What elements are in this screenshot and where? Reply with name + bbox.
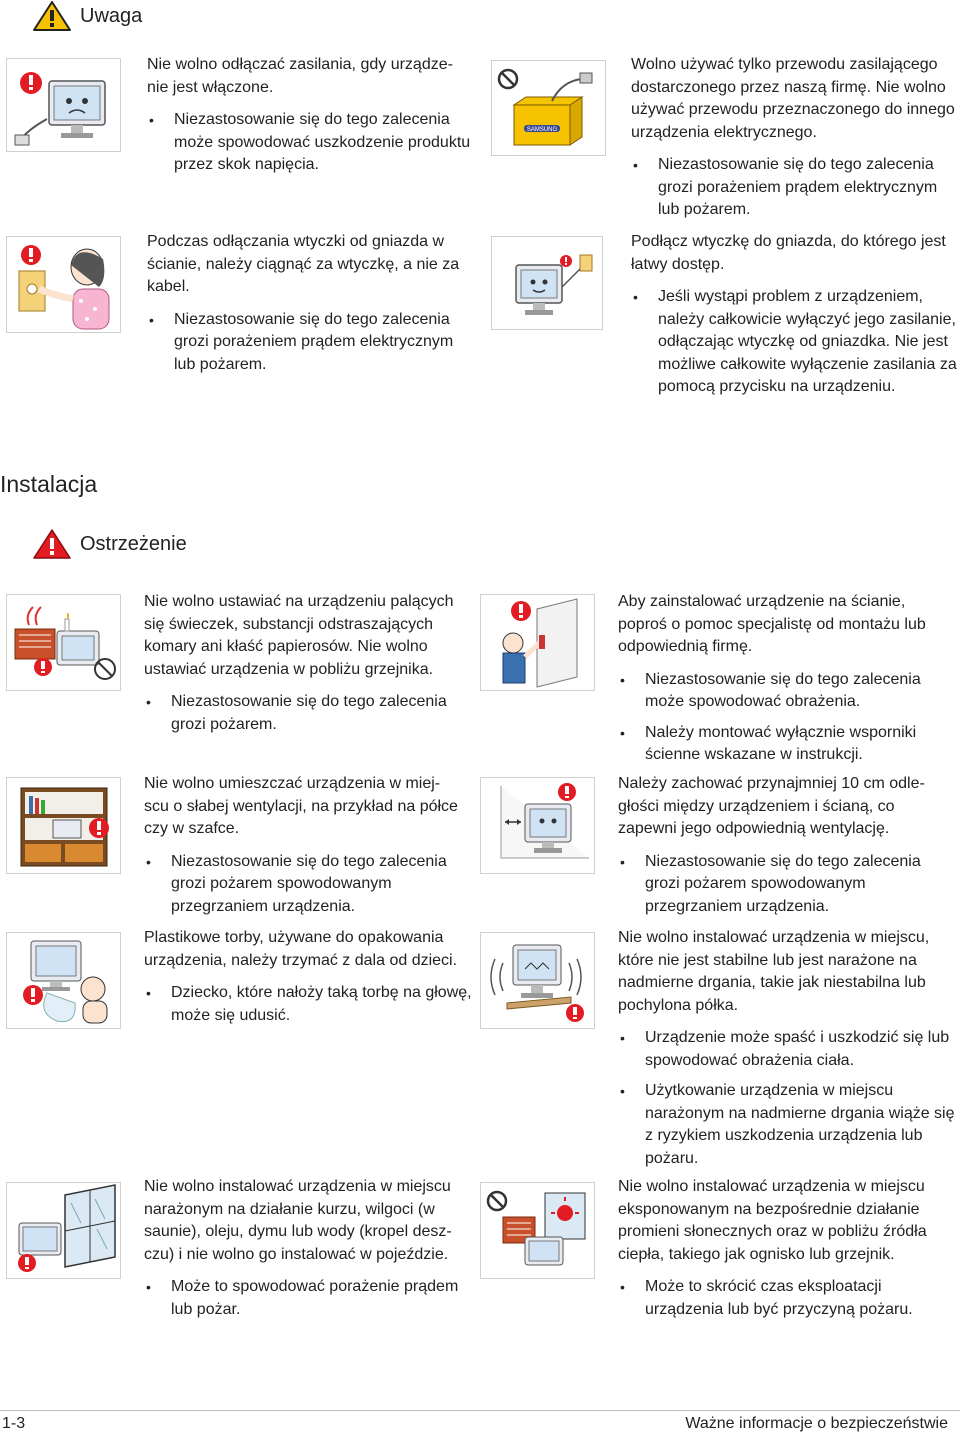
ostrzezenie-header: [32, 528, 187, 560]
bullet-item: • Dziecko, które nałoży taką torbę na głowę, może się udusić.: [144, 982, 474, 1027]
shelf-ventilation-warning-icon: [6, 777, 121, 874]
uwaga-item-2: [631, 54, 960, 230]
bullet-item: • Może to spowodować porażenie prądem lub pożar.: [144, 1276, 474, 1321]
item-text: Nie wolno instalować urządzenia w miejscu eksponowanym na bezpośrednie działanie promieni słonecznych oraz w pobliżu źródła ciepła, takiego jak ognisko lub grzejnik.: [618, 1178, 927, 1263]
instalacja-item-5: [144, 927, 474, 1035]
item-text: Należy zachować przynajmniej 10 cm odle- głości między urządzeniem i ścianą, co zapewni jego odpowiednią wentylację.: [618, 775, 925, 837]
uwaga-item-4: [631, 231, 960, 407]
uwaga-item-3: [147, 231, 477, 384]
item-text: Wolno używać tylko przewodu zasilającego dostarczonego przez naszą firmę. Nie wolno używać przewodu przeznaczonego do innego urządzenia elektrycznego.: [631, 56, 955, 141]
box-power-cord-prohibited-icon: [491, 60, 606, 156]
bullet-item: • Niezastosowanie się do tego zalecenia może spowodować obrażenia.: [618, 669, 956, 714]
item-bullets: [147, 309, 477, 377]
dust-moisture-window-warning-icon: [6, 1182, 121, 1279]
instalacja-item-6: [618, 927, 956, 1178]
bullet-item: • Użytkowanie urządzenia w miejscu narażonym na nadmierne drgania wiąże się z ryzykiem uszkodzenia urządzenia lub pożaru.: [618, 1080, 956, 1170]
instalacja-item-3: [144, 773, 474, 926]
warning-triangle-icon: [32, 528, 72, 560]
item-bullets: [144, 982, 474, 1027]
instalacja-item-7: [144, 1176, 474, 1329]
item-bullets: [618, 1276, 956, 1321]
wall-mount-installer-warning-icon: [480, 594, 595, 691]
child-plastic-bag-warning-icon: [6, 932, 121, 1029]
item-bullets: [631, 286, 960, 399]
item-text: Nie wolno ustawiać na urządzeniu palących się świeczek, substancji odstraszających komary ani kłaść papierosów. Nie wolno ustawiać urządzenia w pobliżu grzejnika.: [144, 593, 454, 678]
woman-unplug-warning-icon: [6, 236, 121, 333]
uwaga-header: [32, 0, 142, 32]
sunlight-heat-prohibited-icon: [480, 1182, 595, 1279]
unstable-vibration-warning-icon: [480, 932, 595, 1029]
item-text: Aby zainstalować urządzenie na ścianie, poproś o pomoc specjalistę od montażu lub odpowiednią firmę.: [618, 593, 926, 655]
item-text: Podłącz wtyczkę do gniazda, do którego jest łatwy dostęp.: [631, 233, 946, 273]
item-text: Nie wolno instalować urządzenia w miejscu narażonym na działanie kurzu, wilgoci (w saunie), oleju, dymu lub wody (kropel desz- czu) i nie wolno go instalować w pojeździe.: [144, 1178, 452, 1263]
candle-heater-warning-icon: [6, 594, 121, 691]
monitor-outlet-warning-icon: [491, 236, 603, 330]
footer-section-title: Ważne informacje o bezpieczeństwie: [685, 1415, 948, 1432]
item-text: Nie wolno umieszczać urządzenia w miej- scu o słabej wentylacji, na przykład na półce czy w szafce.: [144, 775, 458, 837]
monitor-unplug-warning-icon: [6, 58, 121, 152]
bullet-item: • Niezastosowanie się do tego zalecenia grozi porażeniem prądem elektrycznym lub pożarem.: [631, 154, 960, 222]
bullet-item: • Urządzenie może spaść i uszkodzić się lub spowodować obrażenia ciała.: [618, 1027, 956, 1072]
uwaga-item-1: [147, 54, 477, 185]
bullet-item: • Niezastosowanie się do tego zalecenia grozi pożarem spowodowanym przegrzaniem urządzenia.: [618, 851, 956, 919]
bullet-item: • Niezastosowanie się do tego zalecenia grozi pożarem spowodowanym przegrzaniem urządzenia.: [144, 851, 474, 919]
item-bullets: [144, 851, 474, 919]
instalacja-item-1: [144, 591, 474, 744]
item-bullets: [144, 691, 474, 736]
ostrzezenie-title: Ostrzeżenie: [80, 532, 187, 555]
section-title: Instalacja: [0, 471, 98, 497]
instalacja-item-2: [618, 591, 956, 775]
item-bullets: [631, 154, 960, 222]
wall-distance-warning-icon: [480, 777, 595, 874]
item-text: Nie wolno odłączać zasilania, gdy urządze- nie jest włączone.: [147, 56, 453, 96]
item-bullets: [618, 1027, 956, 1170]
bullet-item: • Może to skrócić czas eksploatacji urządzenia lub być przyczyną pożaru.: [618, 1276, 956, 1321]
bullet-item: • Niezastosowanie się do tego zalecenia grozi pożarem.: [144, 691, 474, 736]
uwaga-title: Uwaga: [80, 4, 143, 27]
footer-divider: [0, 1410, 960, 1411]
bullet-item: • Niezastosowanie się do tego zalecenia może spowodować uszkodzenie produktu przez skok napięcia.: [147, 109, 477, 177]
instalacja-item-8: [618, 1176, 956, 1329]
bullet-item: • Należy montować wyłącznie wsporniki ścienne wskazane w instrukcji.: [618, 722, 956, 767]
item-bullets: [618, 851, 956, 919]
item-bullets: [147, 109, 477, 177]
instalacja-item-4: [618, 773, 956, 926]
item-bullets: [144, 1276, 474, 1321]
bullet-item: • Jeśli wystąpi problem z urządzeniem, należy całkowicie wyłączyć jego zasilanie, odłączając wtyczkę od gniazdka. Nie jest możliwe całkowite wyłączenie zasilania za pomocą przycisku na urządzeniu.: [631, 286, 960, 399]
item-bullets: [618, 669, 956, 767]
page-number: 1-3: [2, 1415, 26, 1432]
bullet-item: • Niezastosowanie się do tego zalecenia grozi porażeniem prądem elektrycznym lub pożarem.: [147, 309, 477, 377]
item-text: Podczas odłączania wtyczki od gniazda w ścianie, należy ciągnąć za wtyczkę, a nie za kabel.: [147, 233, 460, 295]
box-brand-label: SAMSUNG: [526, 127, 558, 133]
item-text: Plastikowe torby, używane do opakowania urządzenia, należy trzymać z dala od dzieci.: [144, 929, 458, 969]
caution-triangle-icon: [32, 0, 72, 32]
item-text: Nie wolno instalować urządzenia w miejscu, które nie jest stabilne lub jest narażone na nadmierne drgania, takie jak niestabilna lub pochylona półka.: [618, 929, 930, 1014]
